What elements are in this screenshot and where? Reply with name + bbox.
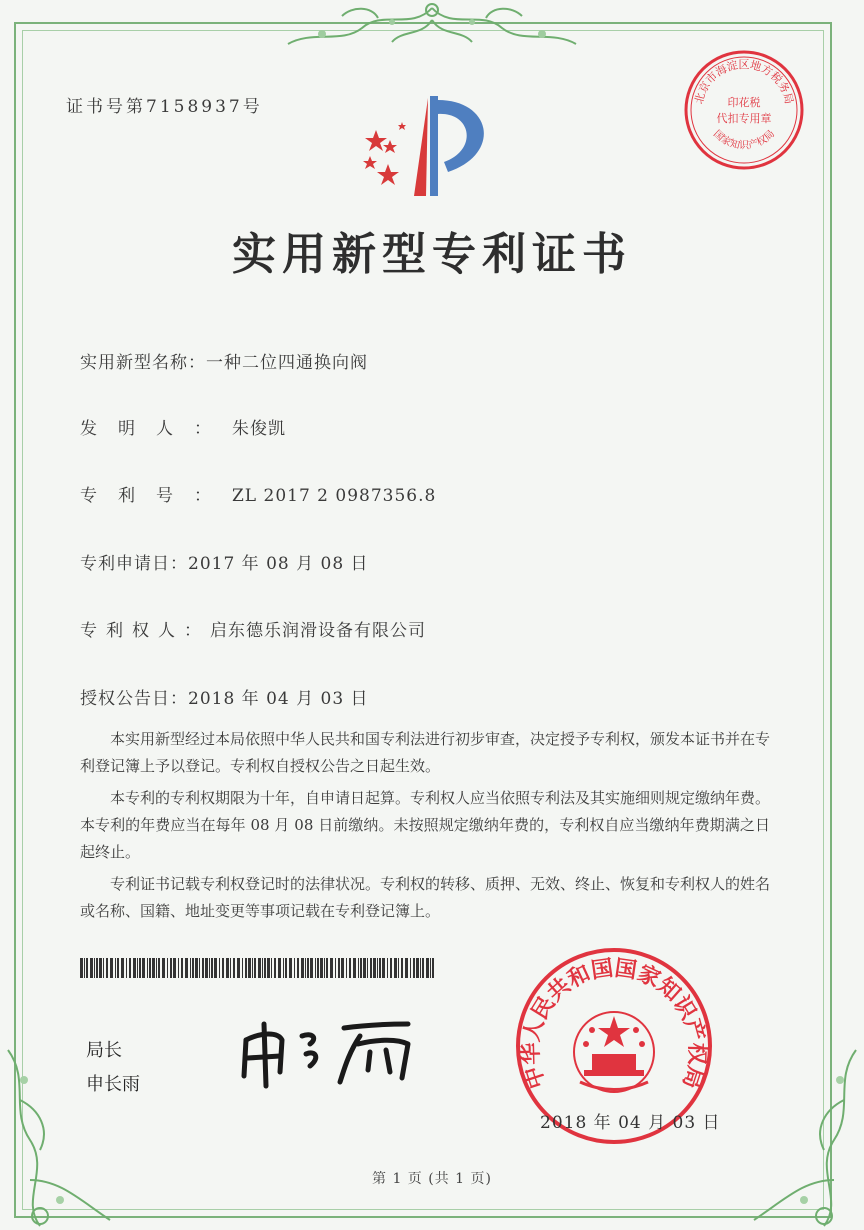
tax-bureau-stamp xyxy=(680,46,808,174)
handwritten-signature-icon xyxy=(232,1010,432,1090)
field-value: 启东德乐润滑设备有限公司 xyxy=(210,621,426,641)
field-inventor xyxy=(80,414,286,439)
field-utility-model-name xyxy=(80,348,368,373)
field-patentee xyxy=(80,616,426,641)
certificate-number: 证书号第7158937号 xyxy=(66,97,263,117)
corner-ornament-left-icon xyxy=(0,1040,120,1230)
field-label: 专利权人： xyxy=(80,621,210,641)
field-value: 一种二位四通换向阀 xyxy=(206,353,368,373)
field-patent-number xyxy=(80,481,436,506)
field-value: 2017 年 08 月 08 日 xyxy=(188,554,369,574)
stamp-date: 2018 年 04 月 03 日 xyxy=(540,1113,721,1133)
corner-ornament-right-icon xyxy=(744,1040,864,1230)
field-value: 朱俊凯 xyxy=(232,419,286,439)
field-value: 2018 年 04 月 03 日 xyxy=(188,689,369,709)
body-paragraph: 本实用新型经过本局依照中华人民共和国专利法进行初步审查，决定授予专利权，颁发本证书并在专利登记簿上予以登记。专利权自授权公告之日起生效。 xyxy=(80,730,771,775)
field-value: ZL 2017 2 0987356.8 xyxy=(232,486,437,506)
signatory-title: 局长 xyxy=(86,1040,122,1061)
svg-text:国家知识产权局: 国家知识产权局 xyxy=(710,128,778,152)
page-number: 第 1 页 (共 1 页) xyxy=(372,1171,492,1187)
signatory-name: 申长雨 xyxy=(86,1074,140,1095)
field-filing-date xyxy=(80,549,369,574)
field-label: 发明人： xyxy=(80,419,232,439)
field-label: 授权公告日： xyxy=(80,689,188,709)
certificate-title: 实用新型专利证书 xyxy=(232,229,632,280)
svg-text:印花税: 印花税 xyxy=(727,96,761,109)
svg-text:中华人民共和国国家知识产权局: 中华人民共和国国家知识产权局 xyxy=(518,956,710,1092)
field-label: 专利申请日： xyxy=(80,554,188,574)
body-paragraph: 专利证书记载专利权登记时的法律状况。专利权的转移、质押、无效、终止、恢复和专利权人的姓名或名称、国籍、地址变更等事项记载在专利登记簿上。 xyxy=(80,875,771,920)
top-ornament-icon xyxy=(282,0,582,52)
svg-text:代扣专用章: 代扣专用章 xyxy=(716,112,772,125)
patent-office-logo-icon xyxy=(352,92,498,198)
field-label: 实用新型名称： xyxy=(80,353,206,373)
svg-text:北京市海淀区地方税务局: 北京市海淀区地方税务局 xyxy=(692,58,796,106)
field-grant-date xyxy=(80,684,369,709)
field-label: 专利号： xyxy=(80,486,232,506)
certificate-body xyxy=(80,726,770,930)
barcode-icon xyxy=(80,958,436,978)
body-paragraph: 本专利的专利权期限为十年，自申请日起算。专利权人应当依照专利法及其实施细则规定缴纳年费。本专利的年费应当在每年 08 月 08 日前缴纳。未按照规定缴纳年费的，专利权自应当缴纳年费期满之日起终止。 xyxy=(80,789,771,861)
